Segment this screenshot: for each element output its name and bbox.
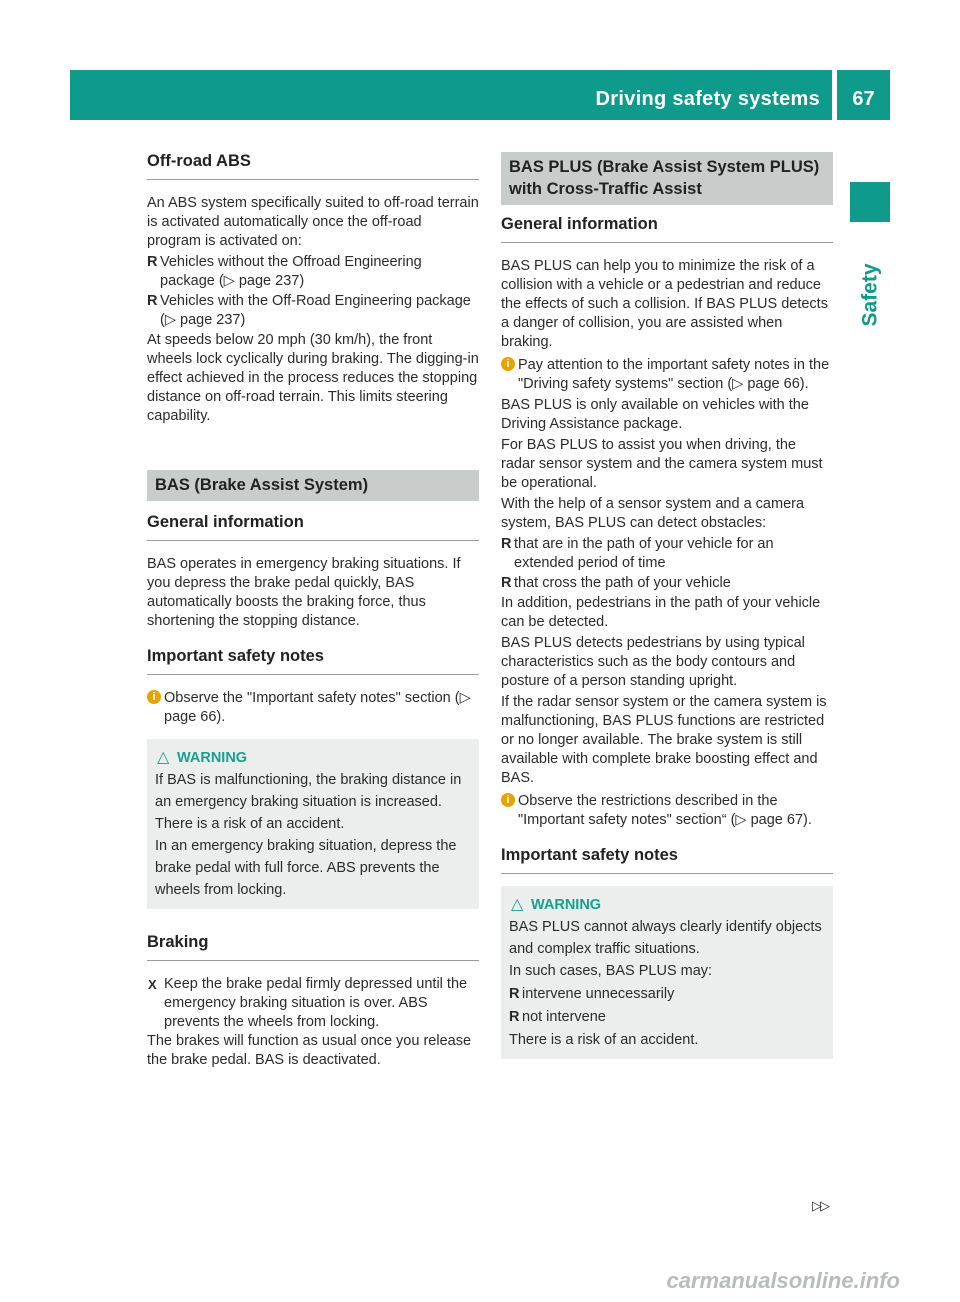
page-number: 67 <box>837 70 890 120</box>
info-note: i Observe the "Important safety notes" section (▷ page 66). <box>147 689 479 727</box>
heading-safety-notes: Important safety notes <box>147 645 479 675</box>
warning-text: There is a risk of an accident. <box>509 1032 699 1048</box>
bullet-r-icon: R <box>501 536 512 552</box>
heading-general-info: General information <box>501 213 833 243</box>
info-note: i Observe the restrictions described in the "Important safety notes" section“ (▷ page 67). <box>501 792 833 830</box>
bullet-r-icon: R <box>501 575 512 591</box>
list-item: R not intervene <box>509 1006 825 1028</box>
warning-text: In such cases, BAS PLUS may: <box>509 963 713 979</box>
bas-plus-text: BAS PLUS can help you to minimize the risk of a collision with a vehicle or a pedestrian and reduce the effects of such a collision. If BAS PLUS detects a danger of collision, you are assisted when braking. <box>501 258 828 350</box>
info-icon: i <box>501 357 515 371</box>
bas-plus-text: For BAS PLUS to assist you when driving, the radar sensor system and the camera system must be operational. <box>501 437 823 491</box>
bullet-r-icon: R <box>509 986 520 1002</box>
list-item: R Vehicles with the Off-Road Engineering package (▷ page 237) <box>147 293 471 328</box>
braking-text: The brakes will function as usual once you release the brake pedal. BAS is deactivated. <box>147 1033 472 1068</box>
action-step: X Keep the brake pedal firmly depressed until the emergency braking situation is over. ABS prevents the wheels from locking. <box>148 976 468 1030</box>
warning-box <box>147 739 479 909</box>
action-arrow-icon: X <box>148 977 157 992</box>
list-item: R that are in the path of your vehicle for an extended period of time <box>501 536 774 571</box>
watermark: carmanualsonline.info <box>666 1268 900 1293</box>
continue-arrows-icon: ▷▷ <box>812 1198 828 1213</box>
offroad-body: At speeds below 20 mph (30 km/h), the front wheels lock cyclically during braking. The digging-in effect achieved in the process reduces the stopping distance on off-road terrain. This limits steering capability. <box>147 332 479 424</box>
bas-plus-text: BAS PLUS detects pedestrians by using typical characteristics such as the body contours and posture of a person standing upright. <box>501 635 805 689</box>
bas-plus-text: In addition, pedestrians in the path of your vehicle can be detected. <box>501 595 821 630</box>
list-item: R intervene unnecessarily <box>509 983 825 1005</box>
list-item: R that cross the path of your vehicle <box>501 575 731 591</box>
chapter-title: Driving safety systems <box>595 88 820 110</box>
heading-general-info: General information <box>147 511 479 541</box>
bullet-r-icon: R <box>147 293 158 309</box>
heading-braking: Braking <box>147 931 479 961</box>
banner-bas: BAS (Brake Assist System) <box>147 470 479 501</box>
offroad-intro: An ABS system specifically suited to off-road terrain is activated automatically once the off-road program is activated on: <box>147 195 479 249</box>
right-column <box>501 152 833 1059</box>
warning-triangle-icon: △ <box>157 749 170 766</box>
warning-triangle-icon: △ <box>511 896 524 913</box>
warning-text: In an emergency braking situation, depress the brake pedal with full force. ABS prevents the wheels from locking. <box>155 838 457 898</box>
heading-safety-notes: Important safety notes <box>501 844 833 874</box>
section-label: Safety <box>858 263 882 327</box>
bas-general-text: BAS operates in emergency braking situations. If you depress the brake pedal quickly, BAS automatically boosts the braking force, thus shortening the stopping distance. <box>147 556 461 629</box>
bullet-r-icon: R <box>509 1009 520 1025</box>
bas-plus-text: If the radar sensor system or the camera system is malfunctioning, BAS PLUS functions are restricted or no longer available. The brake system is still available with complete brake boosting effect and BAS. <box>501 694 827 786</box>
warning-box <box>501 886 833 1059</box>
bullet-r-icon: R <box>147 254 158 270</box>
warning-heading: △ WARNING <box>155 747 471 769</box>
info-note: i Pay attention to the important safety notes in the "Driving safety systems" section (▷ page 66). <box>501 356 833 394</box>
left-column <box>147 150 479 1072</box>
info-icon: i <box>501 793 515 807</box>
side-tab-marker <box>850 182 890 222</box>
header-bar <box>70 70 832 120</box>
bas-plus-text: BAS PLUS is only available on vehicles with the Driving Assistance package. <box>501 397 809 432</box>
banner-bas-plus: BAS PLUS (Brake Assist System PLUS) with Cross-Traffic Assist <box>501 152 833 205</box>
warning-text: If BAS is malfunctioning, the braking distance in an emergency braking situation is increased. There is a risk of an accident. <box>155 772 462 832</box>
warning-heading: △ WARNING <box>509 894 825 916</box>
bas-plus-text: With the help of a sensor system and a camera system, BAS PLUS can detect obstacles: <box>501 496 805 531</box>
info-icon: i <box>147 690 161 704</box>
list-item: R Vehicles without the Offroad Engineering package (▷ page 237) <box>147 254 422 289</box>
warning-text: BAS PLUS cannot always clearly identify objects and complex traffic situations. <box>509 919 822 957</box>
heading-offroad-abs: Off-road ABS <box>147 150 479 180</box>
